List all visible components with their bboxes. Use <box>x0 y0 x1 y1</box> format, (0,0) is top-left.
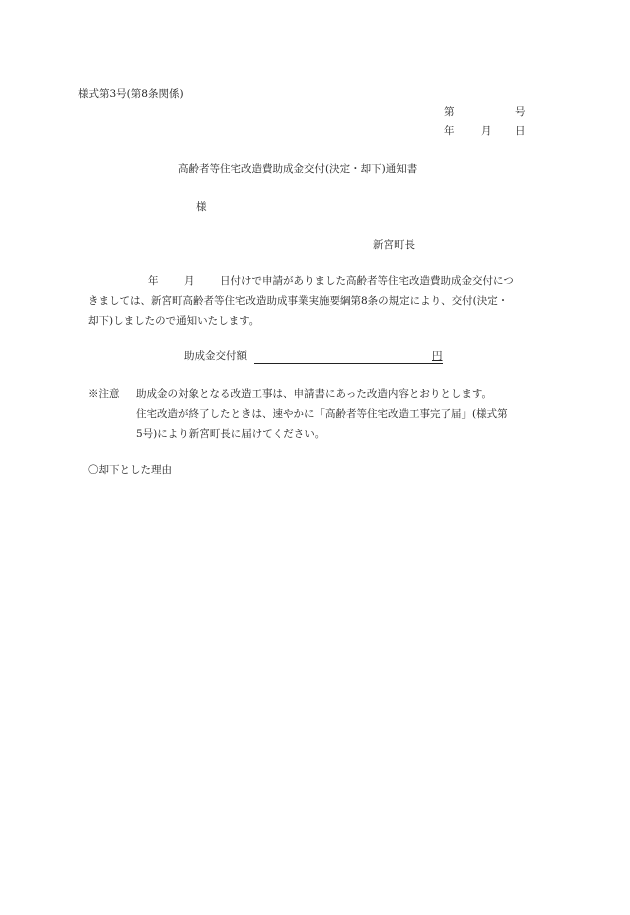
notes-line-3: 5号)により新宮町長に届けてください。 <box>136 428 326 440</box>
number-suffix: 号 <box>515 106 526 118</box>
body-year: 年 <box>148 275 159 287</box>
document-title: 高齢者等住宅改造費助成金交付(決定・却下)通知書 <box>178 163 418 175</box>
number-prefix: 第 <box>444 106 455 118</box>
addressee-suffix: 様 <box>196 201 207 213</box>
date-day: 日 <box>515 125 526 137</box>
body-line-1: 日付けで申請がありました高齢者等住宅改造費助成金交付につ <box>220 275 514 287</box>
notes-label: ※注意 <box>88 388 120 400</box>
issuer: 新宮町長 <box>373 239 415 251</box>
body-line-3: 却下)しましたので通知いたします。 <box>88 315 260 327</box>
form-label: 様式第3号(第8条関係) <box>78 88 184 100</box>
date-month: 月 <box>481 125 492 137</box>
amount-underline <box>254 363 443 364</box>
amount-unit: 円 <box>432 350 443 362</box>
reason-heading: 〇却下とした理由 <box>88 464 172 476</box>
body-line-2: きましては、新宮町高齢者等住宅改造助成事業実施要綱第8条の規定により、交付(決定・ <box>88 295 509 307</box>
body-month: 月 <box>184 275 195 287</box>
notes-line-2: 住宅改造が終了したときは、速やかに「高齢者等住宅改造工事完了届」(様式第 <box>136 408 508 420</box>
notes-line-1: 助成金の対象となる改造工事は、申請書にあった改造内容とおりとします。 <box>136 388 493 400</box>
date-year: 年 <box>444 125 455 137</box>
amount-label: 助成金交付額 <box>184 350 247 362</box>
